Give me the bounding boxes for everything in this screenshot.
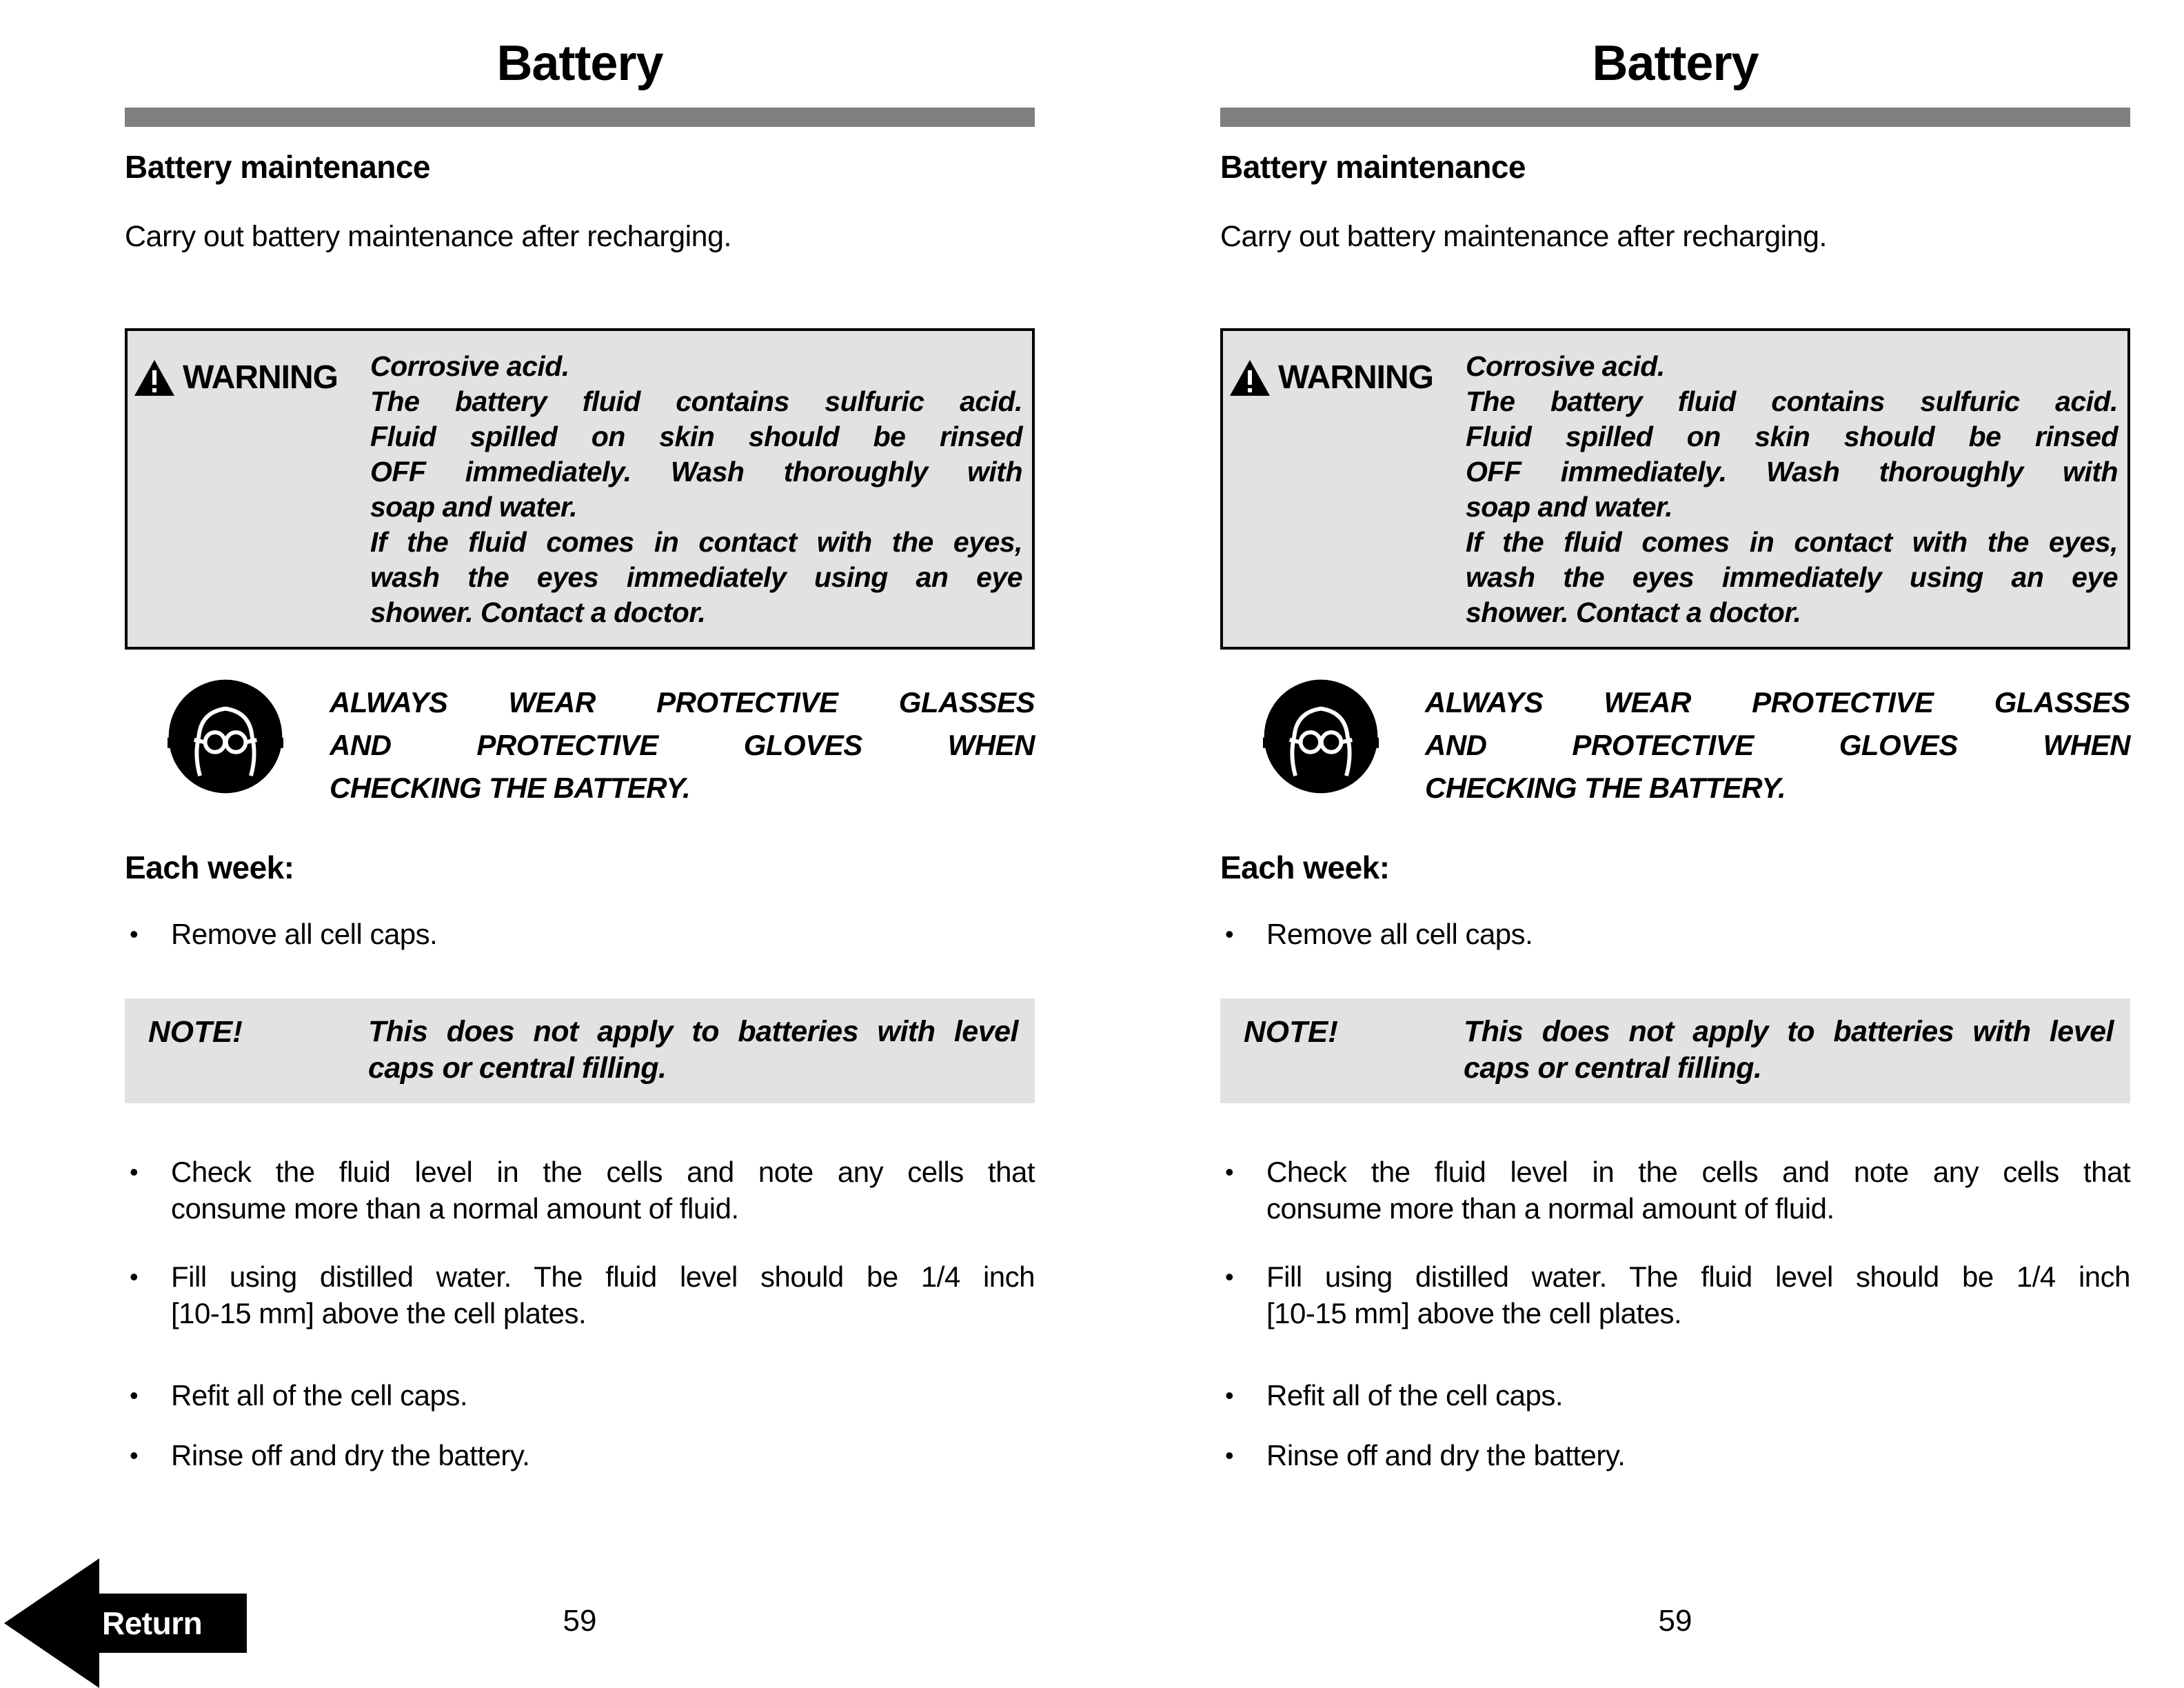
list-item [125,1154,1035,1227]
note-label: NOTE! [1244,1015,1338,1049]
bullet-marker: • [130,1158,139,1186]
return-label: Return [88,1594,247,1653]
list-item-text: Refit all of the cell caps. [1266,1379,1564,1411]
return-button[interactable] [4,1558,247,1688]
manual-page-left [125,0,1035,1688]
warning-line: Corrosive acid. [370,350,569,382]
section-heading: Battery maintenance [125,149,430,185]
list-item-text: Fill using distilled water. The fluid level should be 1/4 inch [1266,1260,2130,1293]
return-arrow-icon [4,1558,99,1688]
warning-line: shower. Contact a doctor. [1466,596,1801,628]
warning-line: shower. Contact a doctor. [370,596,706,628]
bullet-marker: • [130,920,139,948]
list-item-text: Rinse off and dry the battery. [171,1439,530,1471]
warning-line: wash the eyes immediately using an eye [370,561,1022,593]
ppe-line: ALWAYS WEAR PROTECTIVE GLASSES [330,686,1035,719]
bullet-marker: • [130,1441,139,1469]
intro-text: Carry out battery maintenance after recharging. [125,220,731,253]
list-item-text: [10-15 mm] above the cell plates. [1266,1297,1682,1329]
note-label: NOTE! [148,1015,243,1049]
bullet-marker: • [1225,1441,1234,1469]
list-item [1220,916,2130,952]
warning-line: OFF immediately. Wash thoroughly with [1466,456,2118,488]
bullet-marker: • [130,1263,139,1291]
warning-line: wash the eyes immediately using an eye [1466,561,2118,593]
manual-page-right [1220,0,2130,1688]
warning-line: soap and water. [1466,491,1673,523]
note-box [1220,998,2130,1103]
warning-triangle-icon [1228,359,1271,397]
list-item-text: [10-15 mm] above the cell plates. [171,1297,587,1329]
protective-glasses-icon [1263,679,1379,798]
warning-label-text: WARNING [1278,359,1433,396]
list-item [1220,1377,2130,1414]
list-item-text: Check the fluid level in the cells and note any cells that [171,1156,1035,1188]
intro-text: Carry out battery maintenance after recharging. [1220,220,1827,253]
list-item [125,916,1035,952]
bullet-marker: • [1225,1381,1234,1409]
section-heading: Battery maintenance [1220,149,1526,185]
warning-label [133,349,370,630]
note-text [1464,1014,2114,1087]
ppe-line: AND PROTECTIVE GLOVES WHEN [1425,729,2130,761]
warning-line: Fluid spilled on skin should be rinsed [370,421,1022,452]
note-line: caps or central filling. [368,1052,667,1085]
ppe-line: AND PROTECTIVE GLOVES WHEN [330,729,1035,761]
list-item [1220,1437,2130,1474]
note-line: caps or central filling. [1464,1052,1762,1085]
title-divider-bar [125,108,1035,127]
list-item-text: Refit all of the cell caps. [171,1379,468,1411]
warning-label [1228,349,1466,630]
page-title: Battery [1592,36,1759,91]
list-item [1220,1258,2130,1332]
each-week-heading: Each week: [1220,850,1390,885]
note-line: This does not apply to batteries with level [1464,1015,2114,1048]
ppe-instruction [1220,679,2130,810]
title-divider-bar [1220,108,2130,127]
warning-text [370,349,1022,630]
ppe-text [330,679,1035,810]
warning-label-text: WARNING [183,359,338,396]
note-box [125,998,1035,1103]
note-line: This does not apply to batteries with level [368,1015,1018,1048]
list-item [125,1258,1035,1332]
list-item [1220,1154,2130,1227]
list-item-text: Remove all cell caps. [171,918,438,950]
list-item [125,1437,1035,1474]
each-week-heading: Each week: [125,850,294,885]
ppe-line: CHECKING THE BATTERY. [1425,772,1786,804]
warning-line: soap and water. [370,491,578,523]
warning-box [125,328,1035,650]
list-item-text: Rinse off and dry the battery. [1266,1439,1626,1471]
note-text [368,1014,1018,1087]
warning-line: If the fluid comes in contact with the eyes, [370,526,1022,558]
warning-line: The battery fluid contains sulfuric acid. [1466,385,2118,417]
list-item-text: Check the fluid level in the cells and note any cells that [1266,1156,2130,1188]
page-number: 59 [1658,1604,1692,1638]
bullet-marker: • [1225,1158,1234,1186]
warning-line: The battery fluid contains sulfuric acid. [370,385,1022,417]
page-title: Battery [496,36,663,91]
bullet-marker: • [130,1381,139,1409]
bullet-marker: • [1225,1263,1234,1291]
warning-line: OFF immediately. Wash thoroughly with [370,456,1022,488]
list-item-text: Remove all cell caps. [1266,918,1533,950]
warning-box [1220,328,2130,650]
list-item-text: consume more than a normal amount of fluid. [1266,1192,1834,1225]
warning-line: If the fluid comes in contact with the eyes, [1466,526,2118,558]
ppe-text [1425,679,2130,810]
ppe-instruction [125,679,1035,810]
warning-text [1466,349,2118,630]
bullet-marker: • [1225,920,1234,948]
protective-glasses-icon [168,679,283,798]
ppe-line: ALWAYS WEAR PROTECTIVE GLASSES [1425,686,2130,719]
page-number: 59 [563,1604,597,1638]
warning-line: Fluid spilled on skin should be rinsed [1466,421,2118,452]
list-item [125,1377,1035,1414]
list-item-text: consume more than a normal amount of fluid. [171,1192,739,1225]
warning-triangle-icon [133,359,176,397]
list-item-text: Fill using distilled water. The fluid level should be 1/4 inch [171,1260,1035,1293]
warning-line: Corrosive acid. [1466,350,1665,382]
ppe-line: CHECKING THE BATTERY. [330,772,691,804]
